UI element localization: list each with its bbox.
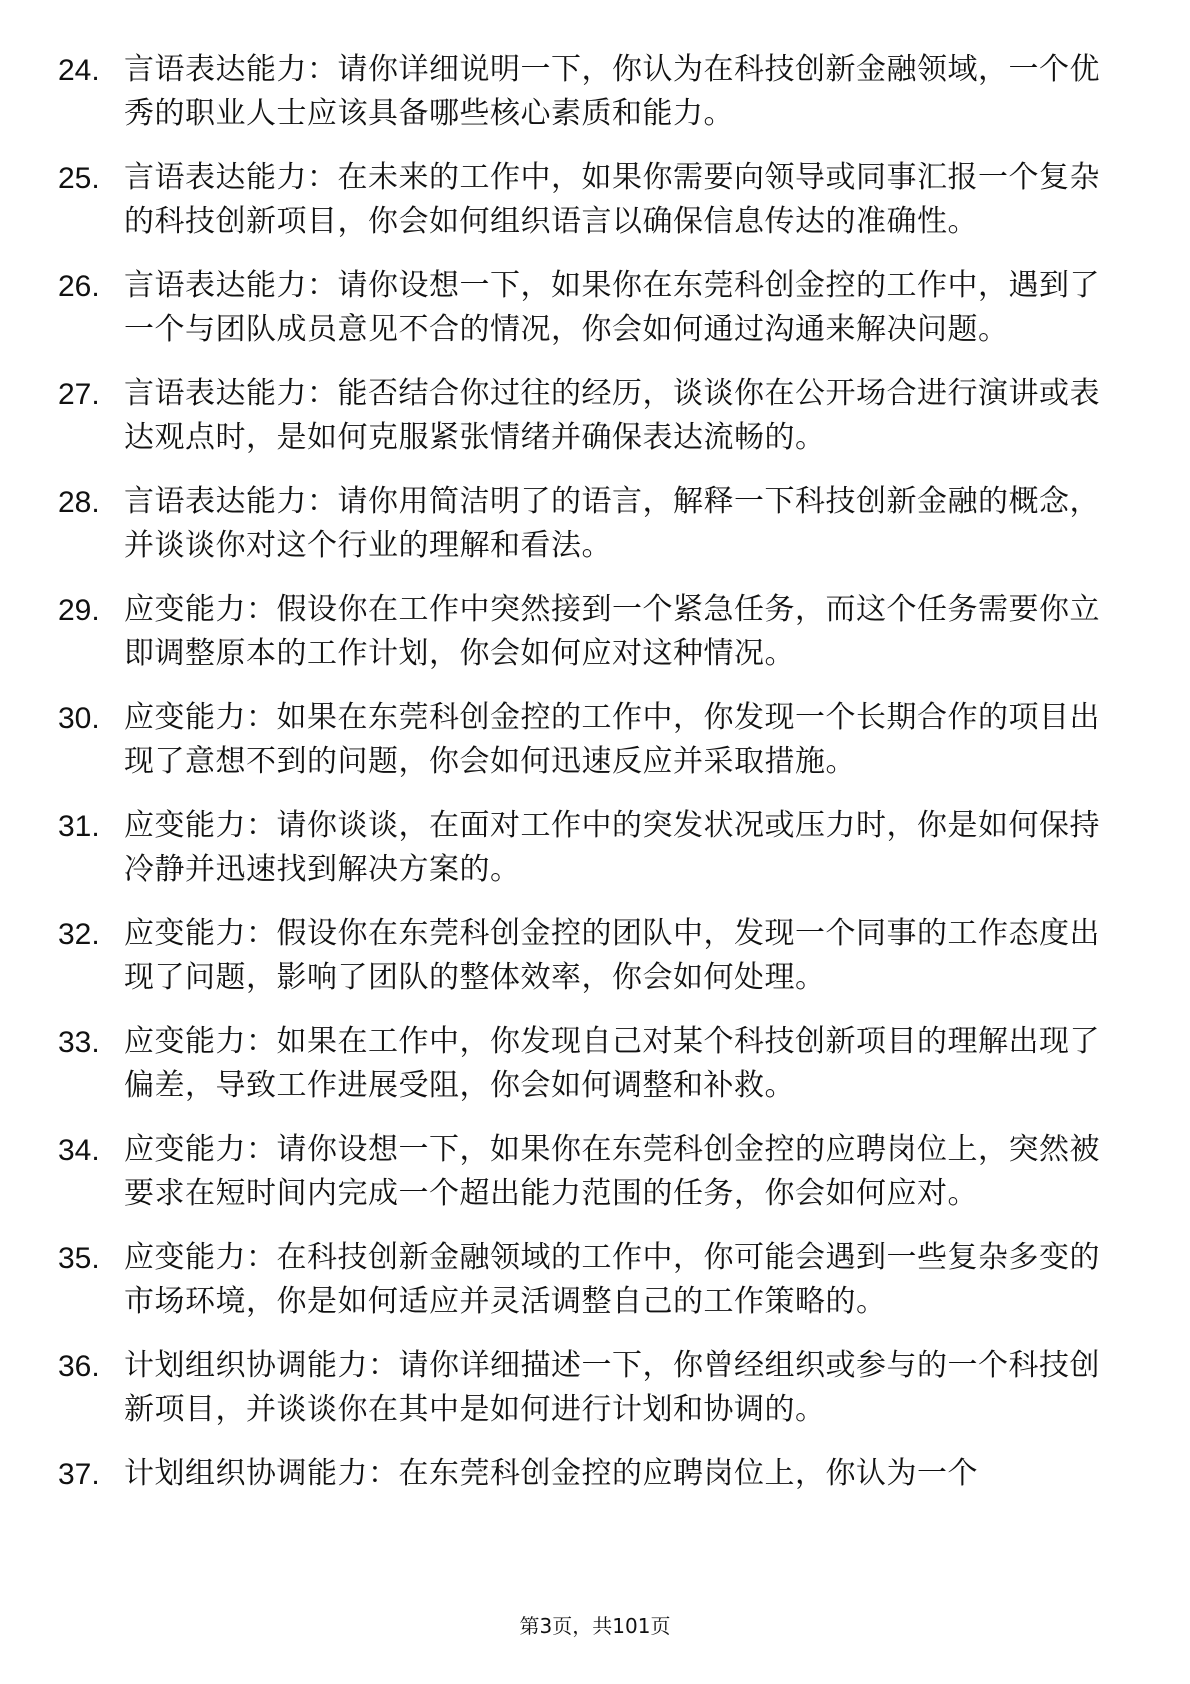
question-text: 计划组织协调能力：在东莞科创金控的应聘岗位上，你认为一个 xyxy=(124,1456,978,1491)
question-number: 30. xyxy=(58,702,100,735)
question-text: 应变能力：在科技创新金融领域的工作中，你可能会遇到一些复杂多变的市场环境，你是如何适应并灵活调整自己的工作策略的。 xyxy=(124,1240,1100,1319)
list-item xyxy=(58,1128,1118,1216)
question-text: 言语表达能力：在未来的工作中，如果你需要向领导或同事汇报一个复杂的科技创新项目，你会如何组织语言以确保信息传达的准确性。 xyxy=(124,160,1100,239)
question-number: 33. xyxy=(58,1026,100,1059)
list-item xyxy=(58,1452,1118,1498)
question-number: 25. xyxy=(58,162,100,195)
question-text: 应变能力：假设你在东莞科创金控的团队中，发现一个同事的工作态度出现了问题，影响了团队的整体效率，你会如何处理。 xyxy=(124,916,1100,995)
question-number: 31. xyxy=(58,810,100,843)
list-item xyxy=(58,912,1118,1000)
list-item xyxy=(58,48,1118,136)
question-number: 28. xyxy=(58,486,100,519)
list-item xyxy=(58,1236,1118,1324)
list-item xyxy=(58,372,1118,460)
question-number: 27. xyxy=(58,378,100,411)
question-text: 计划组织协调能力：请你详细描述一下，你曾经组织或参与的一个科技创新项目，并谈谈你在其中是如何进行计划和协调的。 xyxy=(124,1348,1100,1427)
question-text: 言语表达能力：请你用简洁明了的语言，解释一下科技创新金融的概念，并谈谈你对这个行业的理解和看法。 xyxy=(124,484,1100,563)
question-text: 应变能力：请你谈谈，在面对工作中的突发状况或压力时，你是如何保持冷静并迅速找到解决方案的。 xyxy=(124,808,1100,887)
question-number: 26. xyxy=(58,270,100,303)
list-item xyxy=(58,696,1118,784)
question-number: 24. xyxy=(58,54,100,87)
list-item xyxy=(58,480,1118,568)
list-item xyxy=(58,588,1118,676)
question-text: 言语表达能力：请你详细说明一下，你认为在科技创新金融领域，一个优秀的职业人士应该具备哪些核心素质和能力。 xyxy=(124,52,1100,131)
question-text: 应变能力：如果在东莞科创金控的工作中，你发现一个长期合作的项目出现了意想不到的问题，你会如何迅速反应并采取措施。 xyxy=(124,700,1100,779)
list-item xyxy=(58,804,1118,892)
question-number: 34. xyxy=(58,1134,100,1167)
question-number: 36. xyxy=(58,1350,100,1383)
list-item xyxy=(58,1020,1118,1108)
question-number: 29. xyxy=(58,594,100,627)
question-number: 35. xyxy=(58,1242,100,1275)
list-item xyxy=(58,1344,1118,1432)
question-text: 应变能力：假设你在工作中突然接到一个紧急任务，而这个任务需要你立即调整原本的工作计划，你会如何应对这种情况。 xyxy=(124,592,1100,671)
question-number: 32. xyxy=(58,918,100,951)
question-text: 应变能力：请你设想一下，如果你在东莞科创金控的应聘岗位上，突然被要求在短时间内完成一个超出能力范围的任务，你会如何应对。 xyxy=(124,1132,1100,1211)
question-list xyxy=(58,48,1118,1518)
question-number: 37. xyxy=(58,1458,100,1491)
list-item xyxy=(58,264,1118,352)
question-text: 应变能力：如果在工作中，你发现自己对某个科技创新项目的理解出现了偏差，导致工作进展受阻，你会如何调整和补救。 xyxy=(124,1024,1100,1103)
list-item xyxy=(58,156,1118,244)
page-number-footer: 第3页，共101页 xyxy=(519,1614,671,1638)
question-text: 言语表达能力：能否结合你过往的经历，谈谈你在公开场合进行演讲或表达观点时，是如何克服紧张情绪并确保表达流畅的。 xyxy=(124,376,1100,455)
question-text: 言语表达能力：请你设想一下，如果你在东莞科创金控的工作中，遇到了一个与团队成员意见不合的情况，你会如何通过沟通来解决问题。 xyxy=(124,268,1100,347)
